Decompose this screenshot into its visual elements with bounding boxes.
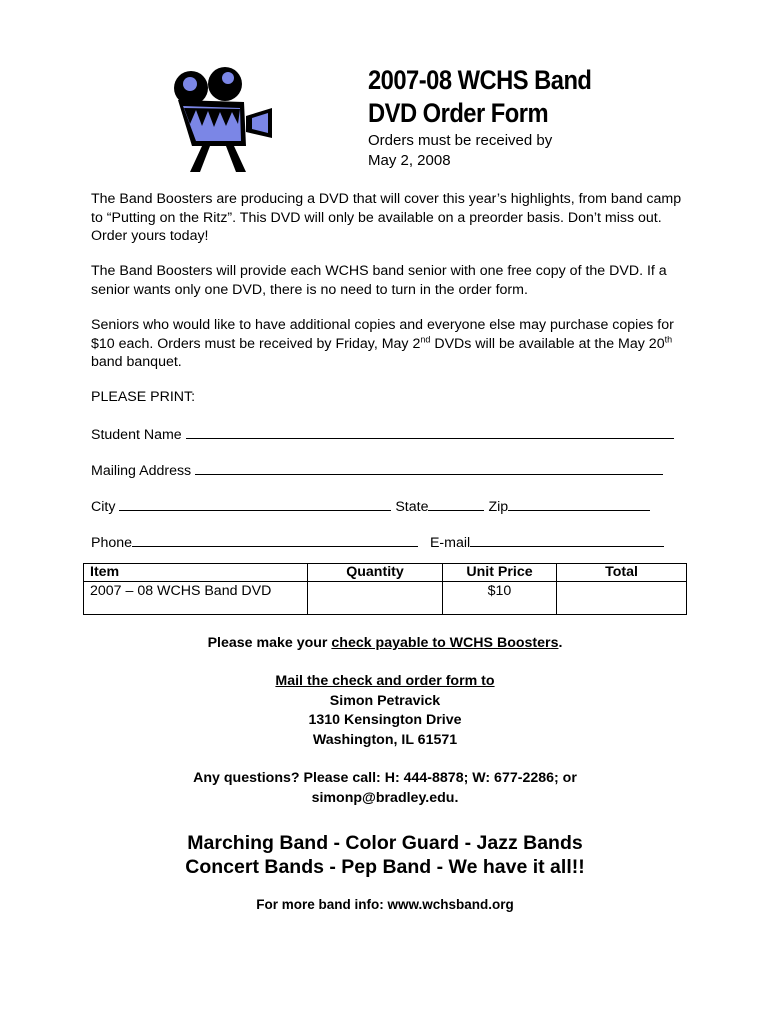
city-state-zip-row <box>91 496 650 516</box>
phone-field[interactable] <box>132 532 418 547</box>
footer-info: For more band info: www.wchsband.org <box>256 897 514 912</box>
questions-contact: Any questions? Please call: H: 444-8878; W: 677-2286; or simonp@bradley.edu. <box>193 770 577 806</box>
mail-city: Washington, IL 61571 <box>312 731 458 748</box>
mail-name: Simon Petravick <box>329 692 441 709</box>
mail-heading: Mail the check and order form to <box>275 673 495 689</box>
table-header-quantity: Quantity <box>308 564 443 582</box>
state-field[interactable] <box>428 496 484 511</box>
city-field[interactable] <box>119 496 391 511</box>
please-print-label: PLEASE PRINT: <box>91 389 196 405</box>
total-cell[interactable] <box>557 582 687 615</box>
page-title: 2007-08 WCHS Band DVD Order Form <box>368 65 592 128</box>
mail-street: 1310 Kensington Drive <box>308 712 462 728</box>
city-label: City <box>91 499 116 515</box>
item-cell: 2007 – 08 WCHS Band DVD <box>84 582 308 615</box>
zip-field[interactable] <box>508 496 650 511</box>
table-header-item: Item <box>84 564 308 582</box>
pricing-paragraph: Seniors who would like to have additional copies and everyone else may purchase copies for $10 each. Orders must be received by Friday, May 2nd DVDs will be available at the May 20th band banquet. <box>91 317 674 370</box>
student-name-row <box>91 424 674 444</box>
order-deadline: Orders must be received by May 2, 2008 <box>368 132 553 169</box>
phone-label: Phone <box>91 535 133 551</box>
quantity-cell[interactable] <box>308 582 443 615</box>
unit-price-cell: $10 <box>443 582 557 615</box>
order-table <box>83 563 687 615</box>
table-header-row <box>84 564 687 582</box>
mailing-address-field[interactable] <box>195 460 663 475</box>
movie-camera-logo <box>172 66 276 172</box>
mailing-address-label: Mailing Address <box>91 463 192 479</box>
email-field[interactable] <box>470 532 664 547</box>
intro-paragraph: The Band Boosters are producing a DVD that will cover this year’s highlights, from band camp to “Putting on the Ritz”. This DVD will only be available on a preorder basis. Don’t miss out. Order yours today! <box>91 191 682 244</box>
table-header-total: Total <box>557 564 687 582</box>
mailing-instructions <box>0 672 770 750</box>
table-row <box>84 582 687 615</box>
band-slogan: Marching Band - Color Guard - Jazz Bands Concert Bands - Pep Band - We have it all!! <box>185 832 585 878</box>
student-name-label: Student Name <box>91 427 182 443</box>
zip-label: Zip <box>488 499 509 515</box>
mailing-address-row <box>91 460 663 480</box>
payment-instruction: Please make your check payable to WCHS Boosters. <box>207 635 563 651</box>
state-label: State <box>395 499 429 515</box>
email-label: E-mail <box>429 535 471 551</box>
seniors-free-paragraph: The Band Boosters will provide each WCHS band senior with one free copy of the DVD. If a senior wants only one DVD, there is no need to turn in the order form. <box>91 263 667 298</box>
phone-email-row <box>91 532 664 552</box>
table-header-unit-price: Unit Price <box>443 564 557 582</box>
student-name-field[interactable] <box>186 424 674 439</box>
